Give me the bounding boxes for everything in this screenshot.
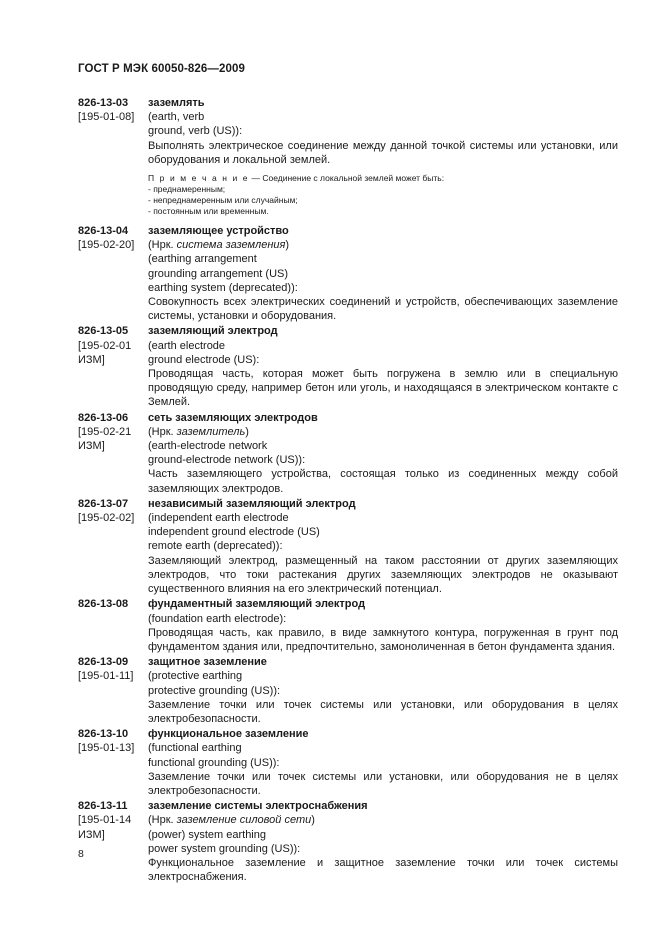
- nrk-term: система заземления: [176, 239, 286, 252]
- term-english-equivalent: protective grounding (US)):: [148, 684, 281, 697]
- nrk-prefix: (Нрк.: [148, 814, 177, 827]
- page-header: ГОСТ Р МЭК 60050-826—2009: [78, 63, 245, 75]
- term-entry: [78, 799, 618, 884]
- nrk-suffix: ): [285, 239, 290, 252]
- nrk-prefix: (Нрк.: [148, 425, 177, 438]
- term-body: [148, 655, 618, 726]
- term-id-column: [78, 96, 148, 223]
- term-english-equivalent: (earth-electrode network: [148, 440, 268, 453]
- term-number: 826-13-05: [78, 325, 129, 338]
- term-reference: [195-02-02]: [78, 512, 135, 525]
- nrk-prefix: (Нрк.: [148, 239, 177, 252]
- term-definition: Заземление точки или точек системы или установки, или оборудования не в целях электробезопасности.: [148, 770, 618, 797]
- term-deprecated-synonym: [148, 238, 618, 252]
- term-english-equivalent: ground electrode (US):: [148, 353, 260, 366]
- term-list: [78, 96, 618, 885]
- term-definition: Функциональное заземление и защитное заземление точки или точек системы электроснабжения.: [148, 856, 618, 884]
- page-number: 8: [78, 848, 84, 860]
- term-english-equivalent: power system grounding (US)):: [148, 842, 301, 855]
- term-english-equivalent: (earth, verb: [148, 111, 205, 124]
- term-id-column: [78, 411, 148, 496]
- term-id-column: [78, 497, 148, 596]
- term-entry: [78, 655, 618, 726]
- term-title: независимый заземляющий электрод: [148, 497, 356, 510]
- term-definition: Часть заземляющего устройства, состоящая только из соединенных между собой заземляющих электродов.: [148, 468, 618, 495]
- note-item: - преднамеренным;: [148, 184, 226, 195]
- term-reference: [195-01-08]: [78, 111, 135, 124]
- term-body: [148, 96, 618, 223]
- term-title: защитное заземление: [148, 656, 267, 669]
- term-english-equivalent: (foundation earth electrode):: [148, 612, 287, 625]
- term-note: [148, 173, 618, 217]
- term-definition: Заземление точки или точек системы или установки, или оборудования в целях электробезопасности.: [148, 698, 618, 725]
- term-title: функциональное заземление: [148, 728, 309, 741]
- term-title: заземление системы электроснабжения: [148, 800, 368, 813]
- term-id-column: [78, 799, 148, 884]
- term-id-column: [78, 655, 148, 726]
- term-number: 826-13-11: [78, 800, 128, 813]
- term-number: 826-13-04: [78, 225, 129, 238]
- term-entry: [78, 597, 618, 654]
- term-definition: Проводящая часть, которая может быть погружена в землю или в специальную проводящую среду, например бетон или уголь, и находящаяся в электрическом контакте с Землей.: [148, 368, 618, 409]
- nrk-term: заземление силовой сети: [176, 814, 312, 827]
- note-item: - постоянным или временным.: [148, 206, 269, 217]
- note-label: П р и м е ч а н и е: [148, 173, 250, 184]
- nrk-suffix: ): [245, 425, 249, 438]
- term-definition: Выполнять электрическое соединение между данной точкой системы или установки, или оборудования и локальной землей.: [148, 139, 618, 166]
- term-title: сеть заземляющих электродов: [148, 411, 318, 424]
- term-english-equivalent: remote earth (deprecated)):: [148, 540, 283, 553]
- term-entry: [78, 324, 618, 409]
- term-english-equivalent: (independent earth electrode: [148, 512, 289, 525]
- term-id-column: [78, 224, 148, 323]
- term-english-equivalent: (earthing arrangement: [148, 253, 257, 266]
- term-number: 826-13-09: [78, 656, 129, 669]
- term-body: [148, 224, 618, 323]
- term-reference: [195-02-01: [78, 339, 132, 352]
- term-english-equivalent: ground-electrode network (US)):: [148, 454, 306, 467]
- term-number: 826-13-07: [78, 497, 129, 510]
- term-definition: Совокупность всех электрических соединений и устройств, обеспечивающих заземление системы, установки и оборудования.: [148, 296, 618, 323]
- note-text: — Соединение с локальной землей может быть:: [249, 173, 445, 184]
- term-entry: [78, 411, 618, 496]
- term-english-equivalent: earthing system (deprecated)):: [148, 281, 298, 294]
- term-number: 826-13-08: [78, 598, 129, 611]
- term-body: [148, 799, 618, 884]
- term-number: 826-13-10: [78, 728, 129, 741]
- nrk-suffix: ): [311, 814, 315, 827]
- term-reference: [195-01-13]: [78, 742, 135, 755]
- term-english-equivalent: ground, verb (US)):: [148, 125, 243, 138]
- term-reference: [195-02-20]: [78, 239, 135, 252]
- term-body: [148, 597, 618, 654]
- term-entry: [78, 727, 618, 798]
- term-body: [148, 411, 618, 496]
- term-reference: [195-01-11]: [78, 670, 134, 683]
- term-english-equivalent: grounding arrangement (US): [148, 267, 289, 280]
- term-title: заземлять: [148, 97, 205, 109]
- term-english-equivalent: functional grounding (US)):: [148, 756, 280, 769]
- term-definition: Заземляющий электрод, размещенный на таком расстоянии от других заземляющих электродов, что токи растекания других заземляющих электродов не оказывают существенного влияния на его электрический потенциал.: [148, 554, 618, 596]
- term-english-equivalent: (functional earthing: [148, 742, 242, 755]
- term-title: заземляющее устройство: [148, 225, 289, 238]
- term-reference: ИЗМ]: [78, 440, 105, 453]
- term-english-equivalent: (power) system earthing: [148, 828, 266, 841]
- term-english-equivalent: independent ground electrode (US): [148, 526, 320, 539]
- term-entry: [78, 224, 618, 323]
- term-id-column: [78, 727, 148, 798]
- term-entry: [78, 96, 618, 223]
- term-english-equivalent: (earth electrode: [148, 339, 226, 352]
- term-reference: [195-02-21: [78, 425, 132, 438]
- term-deprecated-synonym: [148, 813, 618, 827]
- term-body: [148, 324, 618, 409]
- term-reference: ИЗМ]: [78, 353, 105, 366]
- term-reference: [195-01-14: [78, 814, 132, 827]
- note-heading: [148, 173, 618, 184]
- term-body: [148, 497, 618, 596]
- term-entry: [78, 497, 618, 596]
- term-title: заземляющий электрод: [148, 325, 278, 338]
- term-number: 826-13-03: [78, 97, 129, 109]
- term-title: фундаментный заземляющий электрод: [148, 598, 366, 611]
- term-id-column: [78, 597, 148, 654]
- term-number: 826-13-06: [78, 411, 129, 424]
- term-body: [148, 727, 618, 798]
- nrk-term: заземлитель: [176, 425, 246, 438]
- term-definition: Проводящая часть, как правило, в виде замкнутого контура, погруженная в грунт под фундаментом здания или, предпочтительно, замоноличенная в бетон фундамента здания.: [148, 626, 618, 653]
- term-id-column: [78, 324, 148, 409]
- term-english-equivalent: (protective earthing: [148, 670, 243, 683]
- term-reference: ИЗМ]: [78, 828, 105, 841]
- term-deprecated-synonym: [148, 425, 618, 439]
- note-item: - непреднамеренным или случайным;: [148, 195, 298, 206]
